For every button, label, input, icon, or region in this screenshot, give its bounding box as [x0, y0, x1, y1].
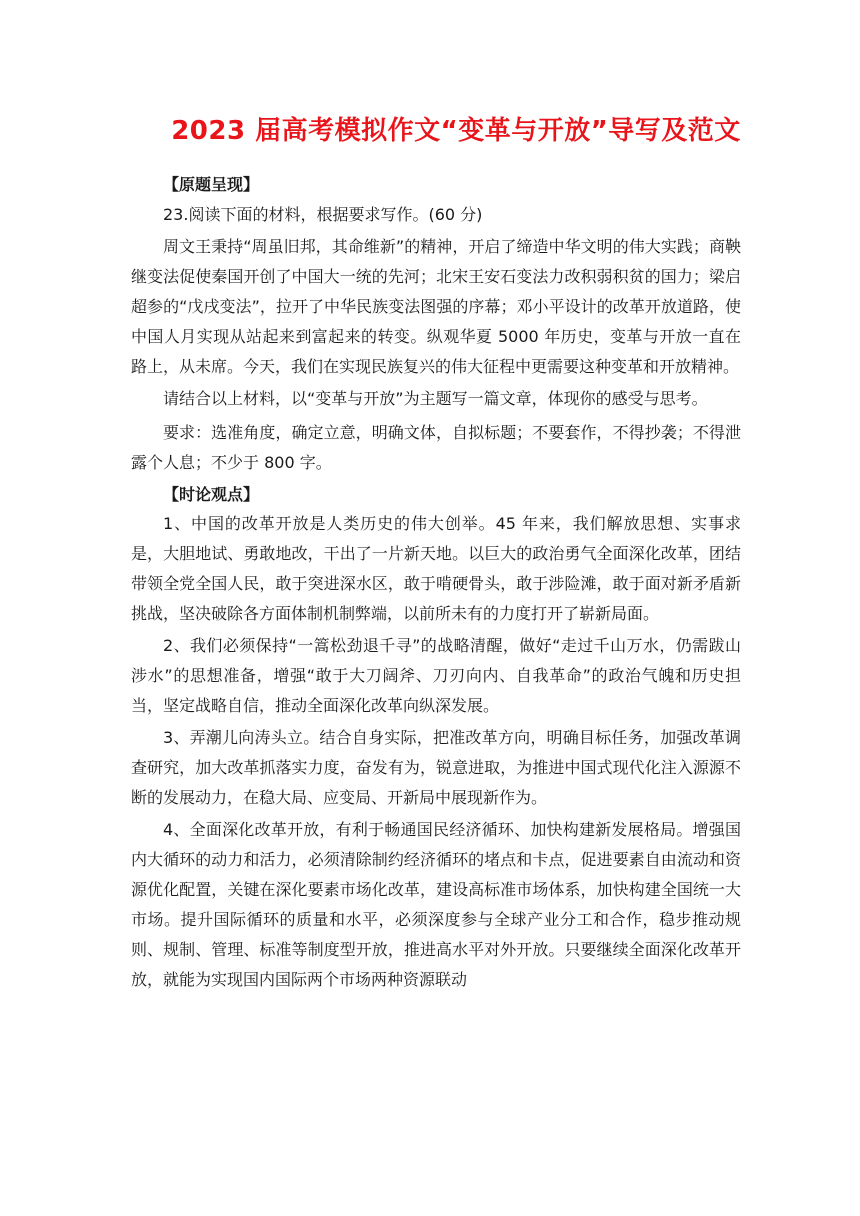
viewpoint-paragraph-3: 3、弄潮儿向涛头立。结合自身实际，把准改革方向，明确目标任务，加强改革调查研究，加大改革抓落实力度，奋发有为，锐意进取，为推进中国式现代化注入源源不断的发展动力，在稳大局、应变局、开新局中展现新作为。 — [131, 728, 741, 807]
document-title: 2023 届高考模拟作文“变革与开放”导写及范文 — [171, 116, 741, 146]
task-paragraph: 请结合以上材料，以“变革与开放”为主题写一篇文章，体现你的感受与思考。 — [163, 388, 708, 408]
section-commentary-views — [131, 480, 741, 996]
material-paragraph: 周文王秉持“周虽旧邦，其命维新”的精神，开启了缔造中华文明的伟大实践；商鞅继变法促使秦国开创了中国大一统的先河；北宋王安石变法力改积弱积贫的国力；梁启超参的“戊戌变法”，拉开了中华民族变法图强的序幕；邓小平设计的改革开放道路，使中国人月实现从站起来到富起来的转变。纵观华夏 5000 年历史，变革与开放一直在路上，从未席。今天，我们在实现民族复兴的伟大征程中更需要这种变革和开放精神。 — [131, 236, 741, 376]
viewpoint-paragraph-4: 4、全面深化改革开放，有利于畅通国民经济循环、加快构建新发展格局。增强国内大循环的动力和活力，必须清除制约经济循环的堵点和卡点，促进要素自由流动和资源优化配置，关键在深化要素市场化改革，建设高标准市场体系，加快构建全国统一大市场。提升国际循环的质量和水平，必须深度参与全球产业分工和合作，稳步推动规则、规制、管理、标准等制度型开放，推进高水平对外开放。只要继续全面深化改革开放，就能为实现国内国际两个市场两种资源联动 — [131, 820, 741, 989]
viewpoint-paragraph-2: 2、我们必须保持“一篙松劲退千寻”的战略清醒，做好“走过千山万水，仍需跋山涉水”的思想准备，增强“敢于大刀阔斧、刀刃向内、自我革命”的政治气魄和历史担当，坚定战略自信，推动全面深化改革向纵深发展。 — [131, 636, 741, 715]
requirements-paragraph: 要求：选准角度，确定立意，明确文体，自拟标题；不要套作，不得抄袭；不得泄露个人息；不少于 800 字。 — [131, 422, 741, 472]
section-heading-original-question: 【原题呈现】 — [163, 175, 260, 194]
question-prompt: 23.阅读下面的材料，根据要求写作。(60 分) — [163, 204, 483, 224]
section-original-question — [131, 170, 741, 478]
viewpoint-paragraph-1: 1、中国的改革开放是人类历史的伟大创举。45 年来，我们解放思想、实事求是，大胆地试、勇敢地改，干出了一片新天地。以巨大的政治勇气全面深化改革，团结带领全党全国人民，敢于突进深水区，敢于啃硬骨头，敢于涉险滩，敢于面对新矛盾新挑战，坚决破除各方面体制机制弊端，以前所未有的力度打开了崭新局面。 — [131, 514, 741, 623]
section-heading-commentary-views: 【时论观点】 — [163, 484, 260, 504]
document-page — [131, 108, 741, 997]
